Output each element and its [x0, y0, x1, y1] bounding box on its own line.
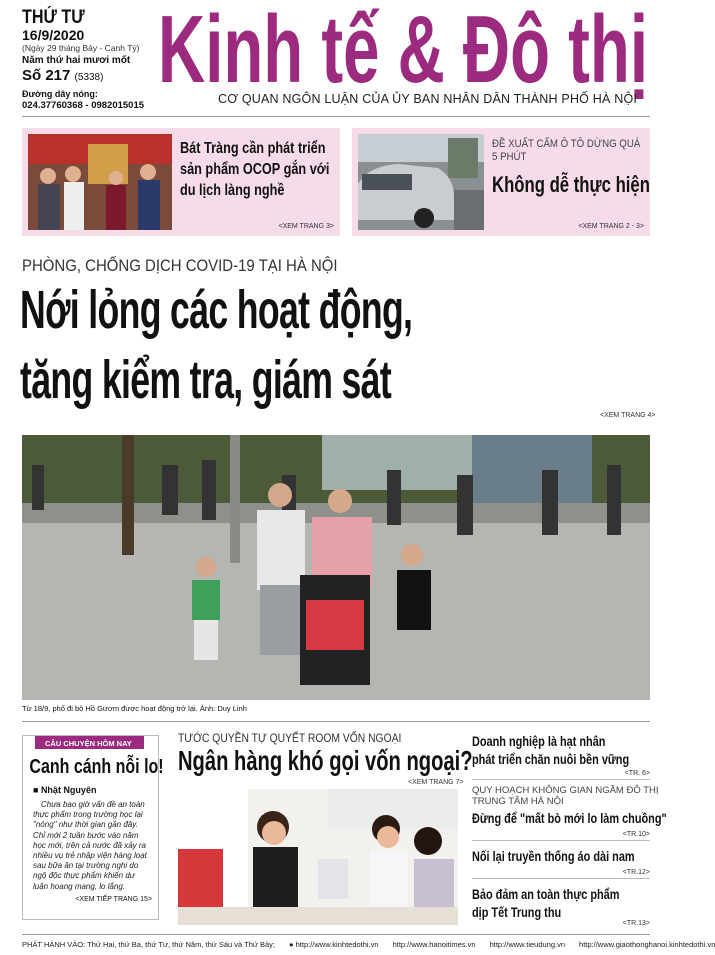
divider — [472, 840, 650, 841]
lead-photo — [22, 435, 650, 700]
lead-headline-line1[interactable]: Nới lỏng các hoạt động, — [20, 280, 413, 340]
teaser-photo-cars — [358, 134, 484, 230]
teaser-photo-bat-trang — [28, 134, 172, 230]
right-story-title-line: Đừng để "mất bò mới lo làm chuồng" — [472, 810, 667, 826]
footer-link[interactable]: http://www.giaothonghanoi.kinhtedothi.vn — [579, 940, 715, 949]
right-story-kicker: QUY HOẠCH KHÔNG GIAN NGẦM ĐÔ THỊ — [472, 785, 659, 796]
lead-headline-line2[interactable]: tăng kiểm tra, giám sát — [20, 350, 392, 410]
masthead-text: Kinh tế & Đô thị — [158, 0, 648, 103]
issue-number: Số 217 (5338) — [22, 67, 104, 84]
teaser-title: Bát Tràng cần phát triển sản phẩm OCOP gắn với du lịch làng nghề — [180, 140, 330, 199]
footer-link[interactable]: http://www.tieudung.vn — [489, 940, 566, 949]
right-story-page-ref: <TR.12> — [622, 869, 650, 876]
bank-story-headline[interactable]: Ngân hàng khó gọi vốn ngoại? — [178, 745, 473, 776]
publication-year: Năm thứ hai mươi mốt — [22, 55, 131, 66]
divider — [472, 878, 650, 879]
right-story-page-ref: <TR.13> — [622, 920, 650, 927]
right-story-4[interactable] — [472, 885, 650, 930]
hotline-label: Đường dây nóng: — [22, 89, 98, 99]
footer-link[interactable]: ● http://www.kinhtedothi.vn — [289, 940, 379, 949]
teaser-page-ref: <XEM TRANG 3> — [278, 223, 334, 230]
bank-story-page-ref: <XEM TRANG 7> — [408, 779, 464, 786]
right-story-title-line: dịp Tết Trung thu — [472, 904, 562, 920]
issue-date: 16/9/2020 — [22, 27, 85, 43]
right-story-title-line: Bảo đảm an toàn thực phẩm — [472, 886, 620, 902]
right-story-page-ref: <TR.10> — [622, 831, 650, 838]
tagline: CƠ QUAN NGÔN LUẬN CỦA ỦY BAN NHÂN DÂN THÀNH PHỐ HÀ NỘI — [218, 92, 638, 106]
right-story-1[interactable] — [472, 732, 650, 777]
opinion-column[interactable] — [22, 735, 164, 920]
column-page-ref: <XEM TIẾP TRANG 15> — [75, 895, 152, 903]
section-rule — [22, 721, 650, 722]
column-author: ■ Nhật Nguyên — [33, 785, 97, 795]
divider — [472, 779, 650, 780]
lunar-date: (Ngày 29 tháng Bảy - Canh Tý) — [22, 43, 140, 53]
right-story-2[interactable] — [472, 785, 667, 838]
teaser-title: Không dễ thực hiện — [492, 172, 650, 197]
lead-photo-caption: Từ 18/9, phố đi bộ Hồ Gươm được hoạt động trở lại. Ảnh: Duy Linh — [22, 704, 247, 713]
lead-kicker: PHÒNG, CHỐNG DỊCH COVID-19 TẠI HÀ NỘI — [22, 256, 338, 275]
footer-rule — [22, 934, 650, 935]
footer — [22, 940, 715, 949]
teaser-car-ban[interactable] — [352, 128, 650, 236]
right-story-title-line: Nối lại truyền thống áo dài nam — [472, 848, 635, 864]
bank-story-photo — [178, 789, 458, 925]
bank-story-kicker: TƯỚC QUYỀN TỰ QUYẾT ROOM VỐN NGOẠI — [178, 731, 402, 745]
lead-page-ref: <XEM TRANG 4> — [600, 412, 656, 419]
hotline-number: 024.37760368 - 0982015015 — [22, 100, 145, 111]
weekday: THỨ TƯ — [22, 7, 85, 28]
right-story-3[interactable] — [472, 847, 650, 877]
teaser-page-ref: <XEM TRANG 2 - 3> — [578, 223, 644, 230]
column-band: CÂU CHUYỆN HÔM NAY — [35, 736, 144, 749]
distribution-schedule: PHÁT HÀNH VÀO: Thứ Hai, thứ Ba, thứ Tư, thứ Năm, thứ Sáu và Thứ Bảy; — [22, 940, 276, 949]
issue-info — [22, 8, 152, 111]
right-story-title-line: phát triển chăn nuôi bền vững — [472, 751, 630, 767]
column-title: Canh cánh nỗi lo! — [29, 756, 164, 778]
right-story-kicker: TRUNG TÂM HÀ NỘI — [472, 796, 564, 807]
header-rule — [22, 116, 650, 117]
footer-link[interactable]: http://www.hanoitimes.vn — [392, 940, 476, 949]
teaser-bat-trang[interactable] — [22, 128, 340, 236]
right-story-title-line: Doanh nghiệp là hạt nhân — [472, 733, 606, 749]
right-story-page-ref: <TR. 6> — [624, 770, 650, 777]
column-body: Chưa bao giờ vấn đề an toàn thực phẩm trong trường học lại "nóng" như thời gian gần đây. Chỉ mới 2 tuần bước vào năm học mới, trên cả nước đã xảy ra nhiều vụ trẻ nhập viện hàng loạt sau bữa ăn tại trường nghi do ngộ độc thực phẩm khiến dư luận hoang mang, lo lắng. — [33, 800, 147, 891]
teaser-kicker: ĐỀ XUẤT CẤM Ô TÔ DỪNG QUÁ 5 PHÚT — [492, 138, 641, 163]
